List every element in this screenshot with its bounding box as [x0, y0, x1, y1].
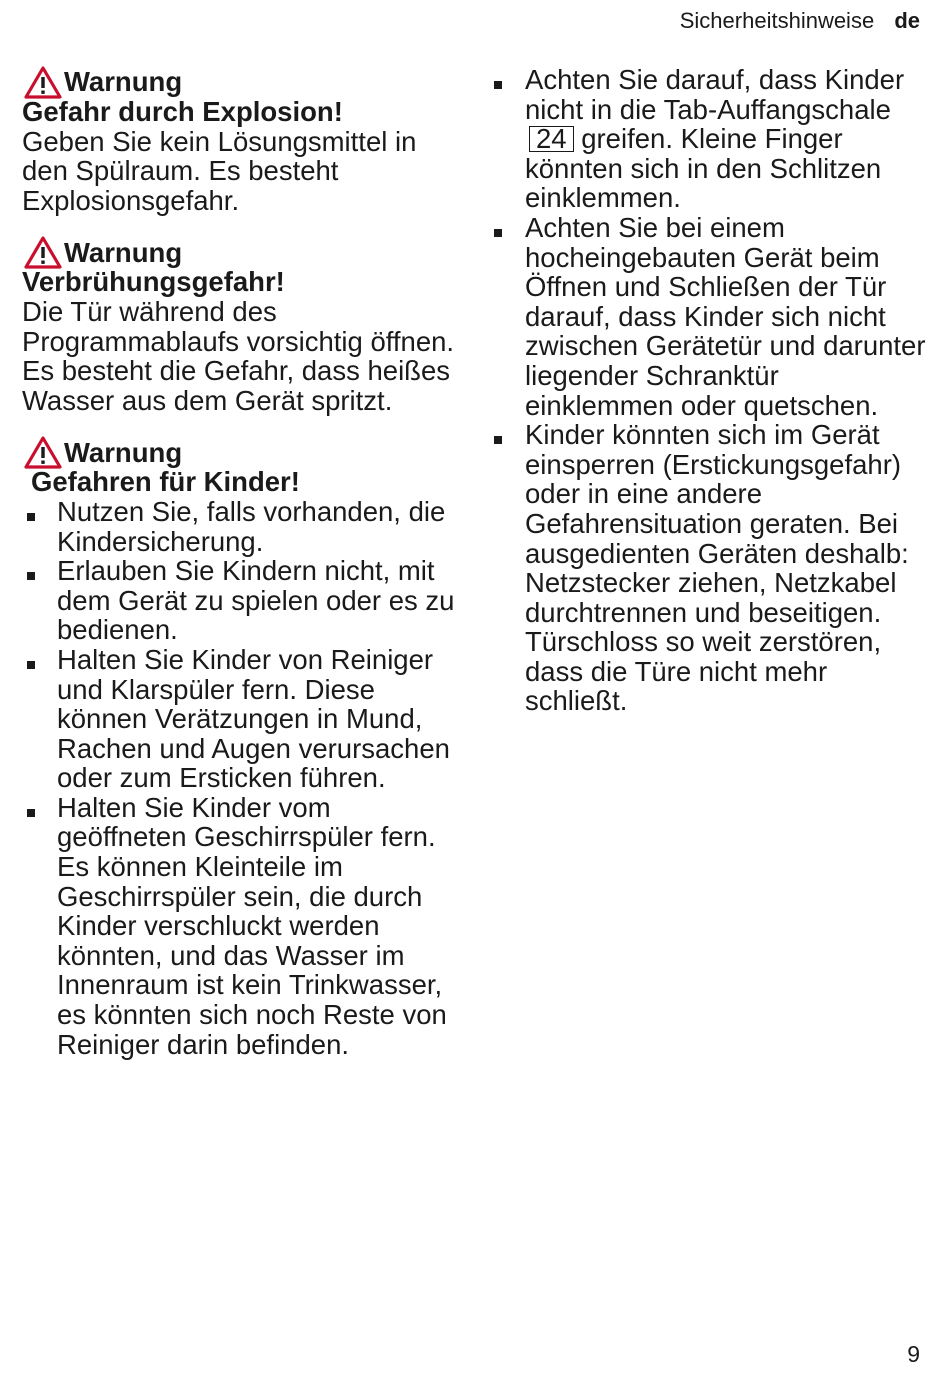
list-item: Achten Sie bei einem hocheingebauten Gerät beim Öffnen und Schließen der Tür darauf, dass Kinder sich nicht zwischen Gerätetür und darunter liegender Schranktür einklemmen oder quetschen.	[490, 213, 930, 420]
warning-scalding	[22, 237, 462, 415]
warning-explosion	[22, 67, 462, 215]
list-item: Halten Sie Kinder vom geöffneten Geschirrspüler fern. Es können Kleinteile im Geschirrspüler sein, die durch Kinder verschluckt werden könnten, und das Wasser im Innenraum ist kein Trinkwasser, es könnten sich noch Reste von Reiniger darin befinden.	[22, 793, 462, 1059]
list-item-text: Achten Sie darauf, dass Kinder nicht in die Tab-Auffangschale	[525, 64, 905, 125]
page-number: 9	[907, 1341, 920, 1367]
warning-text: Geben Sie kein Lösungsmittel in den Spülraum. Es besteht Explosionsgefahr.	[22, 125, 417, 216]
warning-heading	[22, 67, 462, 97]
figure-reference: 24	[529, 126, 574, 152]
list-item-text: greifen. Kleine Finger könnten sich in den Schlitzen einklemmen.	[525, 123, 882, 214]
warning-triangle-icon	[24, 66, 62, 99]
warning-heading	[22, 237, 462, 267]
children-safety-list	[22, 497, 462, 1059]
warning-text: Die Tür während des Programmablaufs vorsichtig öffnen. Es besteht die Gefahr, dass heißes Wasser aus dem Gerät spritzt.	[22, 295, 455, 416]
list-item	[490, 65, 930, 213]
warning-label: Warnung	[64, 236, 183, 268]
warning-heading	[22, 437, 462, 467]
warning-title: Verbrühungsgefahr!	[22, 266, 285, 298]
right-column	[490, 65, 930, 716]
language-code: de	[894, 8, 920, 33]
list-item: Kinder könnten sich im Gerät einsperren (Erstickungsgefahr) oder in eine andere Gefahrensituation geraten. Bei ausgedienten Geräten deshalb: Netzstecker ziehen, Netzkabel durchtrennen und beseitigen. Türschloss so weit zerstören, dass die Türe nicht mehr schließt.	[490, 420, 930, 716]
warning-children	[22, 437, 462, 1059]
list-item: Erlauben Sie Kindern nicht, mit dem Gerät zu spielen oder es zu bedienen.	[22, 556, 462, 645]
left-column	[22, 67, 462, 1081]
list-item: Halten Sie Kinder von Reiniger und Klarspüler fern. Diese können Verätzungen in Mund, Rachen und Augen verursachen oder zum Ersticken führen.	[22, 645, 462, 793]
list-item: Nutzen Sie, falls vorhanden, die Kindersicherung.	[22, 497, 462, 556]
warning-label: Warnung	[64, 66, 183, 98]
warning-title: Gefahr durch Explosion!	[22, 96, 343, 127]
page-header	[680, 8, 920, 34]
warning-triangle-icon	[24, 236, 62, 269]
warning-triangle-icon	[24, 436, 62, 469]
children-safety-list-continued	[490, 65, 930, 716]
section-title: Sicherheitshinweise	[679, 8, 875, 33]
warning-label: Warnung	[64, 436, 183, 468]
warning-title: Gefahren für Kinder!	[31, 466, 300, 498]
